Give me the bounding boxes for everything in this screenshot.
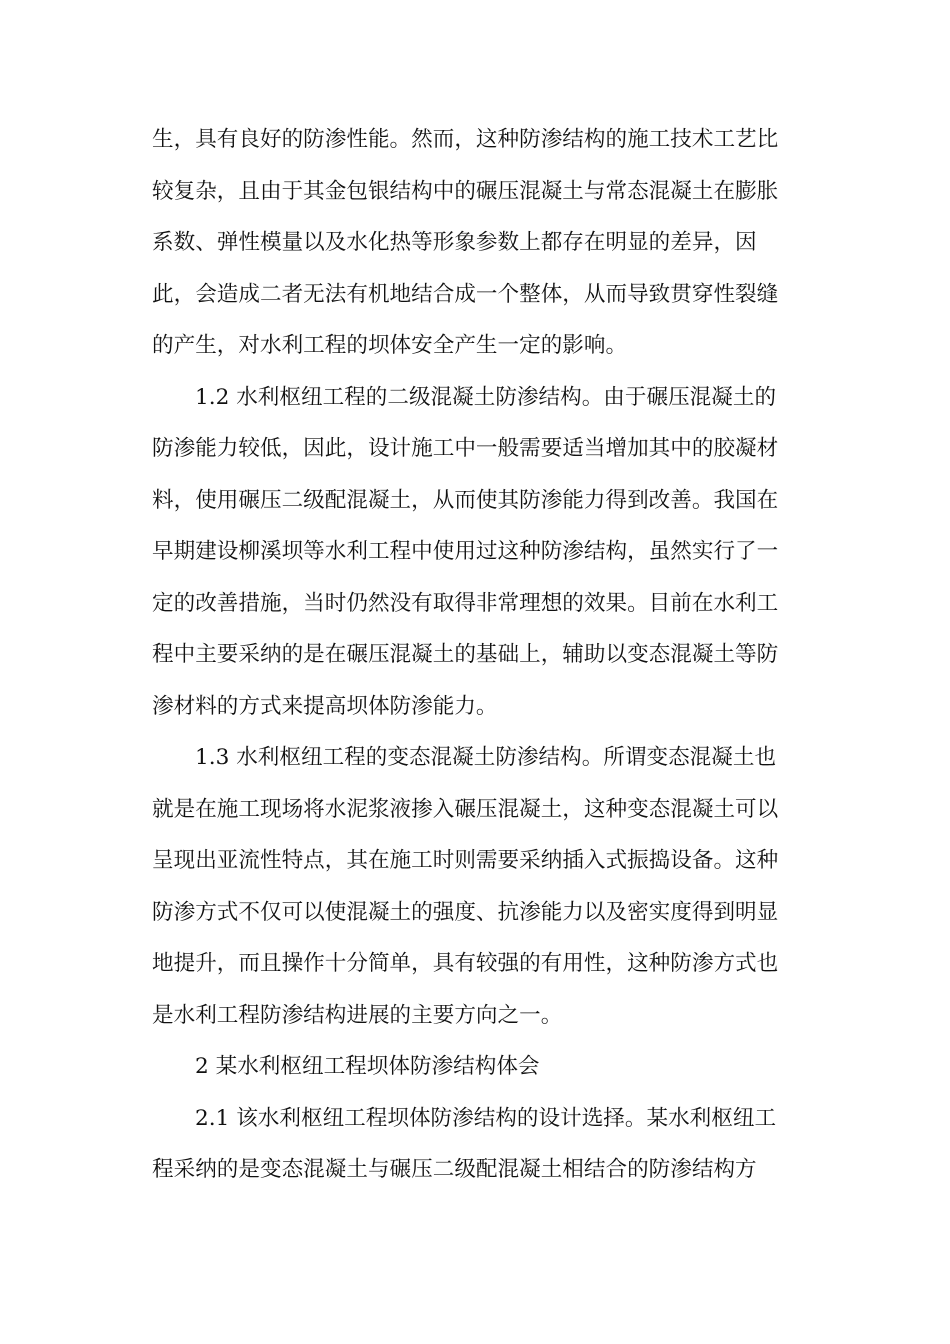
- section-heading-2-1: 2.1 该水利枢纽工程坝体防渗结构的设计选择。某水利枢纽工: [195, 1105, 777, 1131]
- text-line: 程中主要采纳的是在碾压混凝土的基础上，辅助以变态混凝土等防: [152, 642, 779, 667]
- section-heading-1-2: 1.2 水利枢纽工程的二级混凝土防渗结构。由于碾压混凝土的: [195, 384, 777, 410]
- text-line: 是水利工程防渗结构进展的主要方向之一。: [152, 1002, 563, 1028]
- text-line: 渗材料的方式来提高坝体防渗能力。: [152, 693, 498, 719]
- text-line: 早期建设柳溪坝等水利工程中使用过这种防渗结构，虽然实行了一: [152, 539, 779, 564]
- text-line: 此，会造成二者无法有机地结合成一个整体，从而导致贯穿性裂缝: [152, 281, 779, 307]
- text-line: 防渗能力较低，因此，设计施工中一般需要适当增加其中的胶凝材: [152, 436, 779, 461]
- text-line: 就是在施工现场将水泥浆液掺入碾压混凝土，这种变态混凝土可以: [152, 796, 779, 822]
- text-line: 防渗方式不仅可以使混凝土的强度、抗渗能力以及密实度得到明显: [152, 899, 779, 925]
- text-line: 较复杂，且由于其金包银结构中的碾压混凝土与常态混凝土在膨胀: [152, 178, 779, 204]
- text-line: 的产生，对水利工程的坝体安全产生一定的影响。: [152, 333, 628, 358]
- text-line: 程采纳的是变态混凝土与碾压二级配混凝土相结合的防渗结构方: [152, 1157, 757, 1182]
- text-line: 生，具有良好的防渗性能。然而，这种防渗结构的施工技术工艺比: [152, 127, 779, 152]
- text-line: 料，使用碾压二级配混凝土，从而使其防渗能力得到改善。我国在: [152, 487, 779, 513]
- text-line: 呈现出亚流性特点，其在施工时则需要采纳插入式振捣设备。这种: [152, 848, 779, 873]
- body-text: [152, 114, 800, 1196]
- text-line: 系数、弹性模量以及水化热等形象参数上都存在明显的差异，因: [152, 230, 757, 255]
- section-heading-1-3: 1.3 水利枢纽工程的变态混凝土防渗结构。所谓变态混凝土也: [195, 745, 777, 770]
- text-line: 地提升，而且操作十分简单，具有较强的有用性，这种防渗方式也: [152, 951, 779, 976]
- section-heading-2: 2 某水利枢纽工程坝体防渗结构体会: [195, 1054, 540, 1079]
- text-line: 定的改善措施，当时仍然没有取得非常理想的效果。目前在水利工: [152, 590, 779, 616]
